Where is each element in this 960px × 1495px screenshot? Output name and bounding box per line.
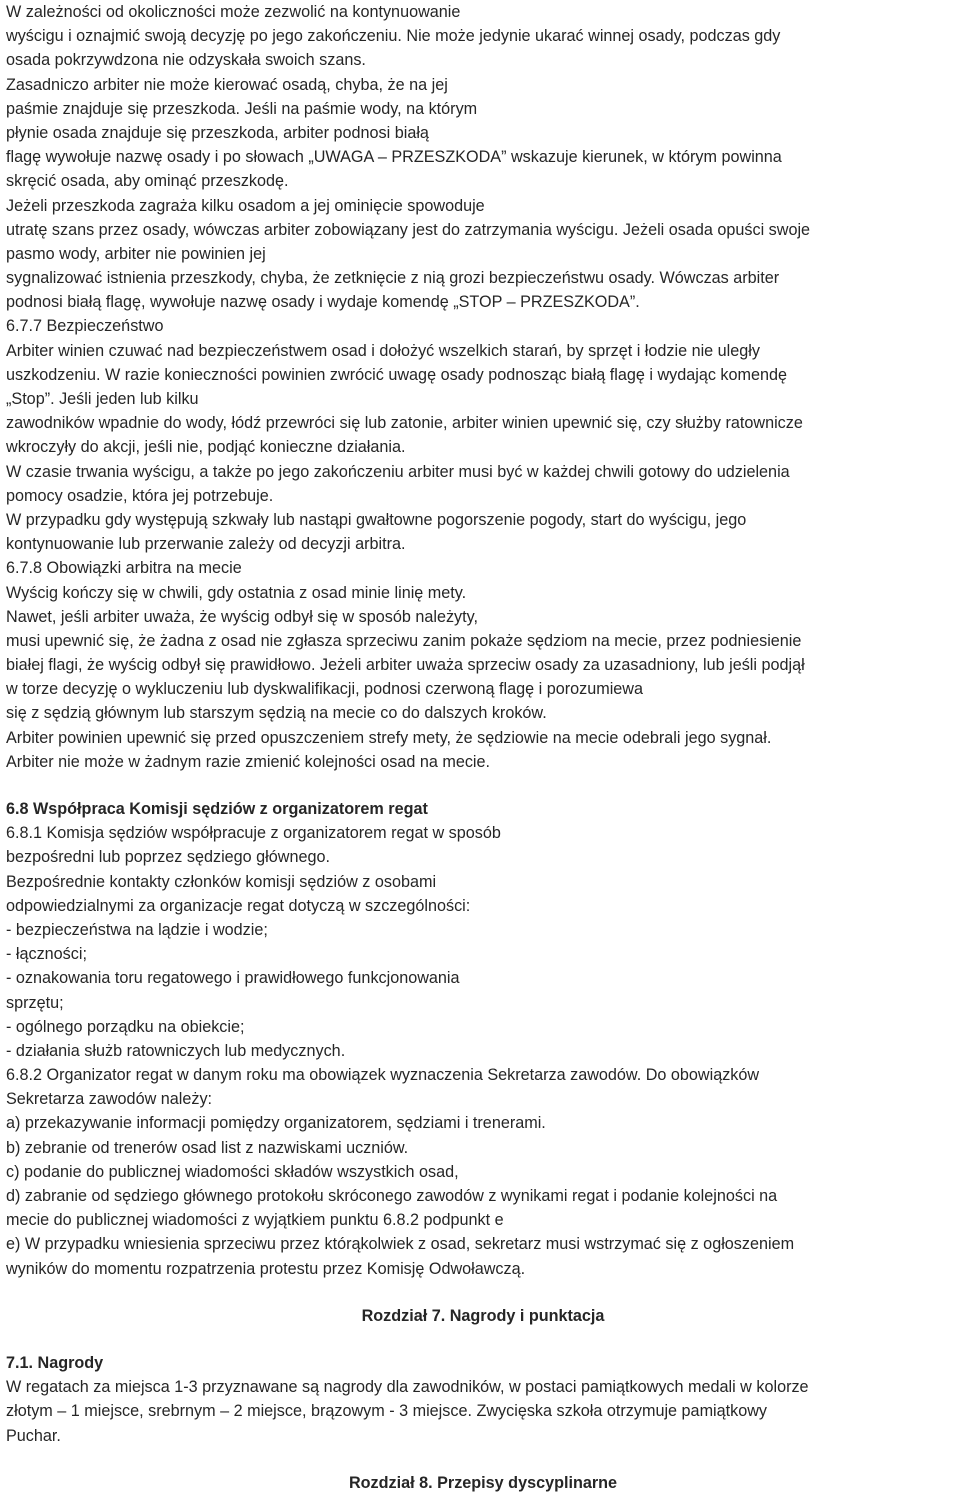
text-line: pomocy osadzie, która jej potrzebuje.: [6, 486, 274, 505]
spacer: [6, 1281, 960, 1304]
text-line: zawodników wpadnie do wody, łódź przewróci się lub zatonie, arbiter winien upewnić się, czy służby ratownicze: [6, 414, 803, 433]
text-line: płynie osada znajduje się przeszkoda, arbiter podnosi białą: [6, 123, 429, 142]
text-line: podnosi białą flagę, wywołuje nazwę osady i wydaje komendę „STOP – PRZESZKODA”.: [6, 293, 640, 312]
text-line: Bezpośrednie kontakty członków komisji sędziów z osobami: [6, 872, 437, 891]
subsection-heading: 6.7.7 Bezpieczeństwo: [6, 317, 164, 336]
list-item: a) przekazywanie informacji pomiędzy organizatorem, sędziami i trenerami.: [6, 1114, 546, 1133]
text-line: białej flagi, że wyścig odbył się prawidłowo. Jeżeli arbiter uważa sprzeciw osady za uzasadniony, lub jeśli podjął: [6, 656, 805, 675]
text-line: W zależności od okoliczności może zezwolić na kontynuowanie: [6, 3, 461, 21]
text-line: bezpośredni lub poprzez sędziego głównego.: [6, 848, 330, 867]
text-line: Arbiter winien czuwać nad bezpieczeństwem osad i dołożyć wszelkich starań, by sprzęt i łodzie nie uległy: [6, 341, 760, 360]
text-line: skręcić osada, aby ominąć przeszkodę.: [6, 172, 289, 191]
text-line: Zasadniczo arbiter nie może kierować osadą, chyba, że na jej: [6, 75, 448, 94]
text-line: musi upewnić się, że żadna z osad nie zgłasza sprzeciwu zanim pokaże sędziom na mecie, przez podniesienie: [6, 631, 802, 650]
chapter-heading-8: Rozdział 8. Przepisy dyscyplinarne: [348, 1473, 618, 1492]
section-7-1-text: [6, 1351, 960, 1448]
text-line: flagę wywołuje nazwę osady i po słowach „UWAGA – PRZESZKODA” wskazuje kierunek, w którym powinna: [6, 148, 782, 167]
text-line: osada pokrzywdzona nie odzyskała swoich szans.: [6, 51, 366, 70]
section-heading-6-8: 6.8 Współpraca Komisji sędziów z organizatorem regat: [6, 800, 428, 818]
text-line: W przypadku gdy występują szkwały lub nastąpi gwałtowne pogorszenie pogody, start do wyścigu, jego: [6, 510, 747, 529]
text-line: złotym – 1 miejsce, srebrnym – 2 miejsce, brązowym - 3 miejsce. Zwycięska szkoła otrzymuje pamiątkowy: [6, 1402, 768, 1421]
text-line: 6.8.1 Komisja sędziów współpracuje z organizatorem regat w sposób: [6, 824, 501, 843]
list-item: - oznakowania toru regatowego i prawidłowego funkcjonowania: [6, 969, 460, 988]
subsection-heading: 6.7.8 Obowiązki arbitra na mecie: [6, 559, 242, 578]
text-line: Arbiter nie może w żadnym razie zmienić kolejności osad na mecie.: [6, 752, 491, 771]
text-line: wyników do momentu rozpatrzenia protestu przez Komisję Odwoławczą.: [6, 1259, 526, 1278]
text-line: utratę szans przez osady, wówczas arbiter zobowiązany jest do zatrzymania wyścigu. Jeżeli osada opuści swoje: [6, 220, 811, 239]
text-line: kontynuowanie lub przerwanie zależy od decyzji arbitra.: [6, 535, 406, 554]
list-item: c) podanie do publicznej wiadomości składów wszystkich osad,: [6, 1162, 459, 1181]
text-line: Puchar.: [6, 1426, 61, 1445]
text-line: W regatach za miejsca 1-3 przyznawane są nagrody dla zawodników, w postaci pamiątkowych medali w kolorze: [6, 1378, 809, 1397]
text-line: „Stop”. Jeśli jeden lub kilku: [6, 390, 199, 408]
text-line: sprzętu;: [6, 993, 64, 1012]
text-line: wkroczyły do akcji, jeśli nie, podjąć konieczne działania.: [6, 438, 406, 457]
text-line: Wyścig kończy się w chwili, gdy ostatnia z osad minie linię mety.: [6, 583, 467, 602]
spacer: [6, 1448, 960, 1471]
spacer: [6, 774, 960, 797]
text-line: paśmie znajduje się przeszkoda. Jeśli na paśmie wody, na którym: [6, 99, 478, 118]
list-item: b) zebranie od trenerów osad list z nazwiskami uczniów.: [6, 1138, 409, 1157]
text-line: wyścigu i oznajmić swoją decyzję po jego zakończeniu. Nie może jedynie ukarać winnej osady, podczas gdy: [6, 27, 781, 46]
text-line: w torze decyzję o wykluczeniu lub dyskwalifikacji, podnosi czerwoną flagę i porozumiewa: [6, 680, 644, 699]
list-item: - łączności;: [6, 945, 87, 964]
list-item: - bezpieczeństwa na lądzie i wodzie;: [6, 920, 268, 939]
list-item: d) zabranie od sędziego głównego protokołu skróconego zawodów z wynikami regat i podanie kolejności na: [6, 1187, 778, 1205]
text-line: W czasie trwania wyścigu, a także po jego zakończeniu arbiter musi być w każdej chwili gotowy do udzielenia: [6, 462, 790, 481]
text-line: pasmo wody, arbiter nie powinien jej: [6, 244, 266, 263]
text-line: mecie do publicznej wiadomości z wyjątkiem punktu 6.8.2 podpunkt e: [6, 1211, 504, 1230]
text-line: odpowiedzialnymi za organizacje regat dotyczą w szczególności:: [6, 896, 471, 915]
section-6-8-text: [6, 821, 960, 1281]
spacer: [6, 1328, 960, 1351]
chapter-heading-7: Rozdział 7. Nagrody i punktacja: [361, 1306, 605, 1325]
text-line: sygnalizować istnienia przeszkody, chyba, że zetknięcie z nią grozi bezpieczeństwu osady. Wówczas arbiter: [6, 269, 780, 288]
section-6-7-text: [6, 0, 960, 774]
list-item: - ogólnego porządku na obiekcie;: [6, 1017, 245, 1036]
text-line: uszkodzeniu. W razie konieczności powinien zwrócić uwagę osady podnosząc białą flagę i wydając komendę: [6, 365, 788, 384]
text-line: Jeżeli przeszkoda zagraża kilku osadom a jej ominięcie spowoduje: [6, 196, 485, 215]
text-line: Nawet, jeśli arbiter uważa, że wyścig odbył się w sposób należyty,: [6, 607, 479, 626]
subsection-heading: 7.1. Nagrody: [6, 1353, 104, 1372]
text-line: 6.8.2 Organizator regat w danym roku ma obowiązek wyznaczenia Sekretarza zawodów. Do obowiązków: [6, 1066, 760, 1085]
text-line: Sekretarza zawodów należy:: [6, 1090, 213, 1109]
text-line: się z sędzią głównym lub starszym sędzią na mecie co do dalszych kroków.: [6, 704, 547, 723]
text-line: Arbiter powinien upewnić się przed opuszczeniem strefy mety, że sędziowie na mecie odebrali jego sygnał.: [6, 728, 772, 747]
list-item: - działania służb ratowniczych lub medycznych.: [6, 1041, 346, 1060]
list-item: e) W przypadku wniesienia sprzeciwu przez którąkolwiek z osad, sekretarz musi wstrzymać się z ogłoszeniem: [6, 1235, 795, 1254]
